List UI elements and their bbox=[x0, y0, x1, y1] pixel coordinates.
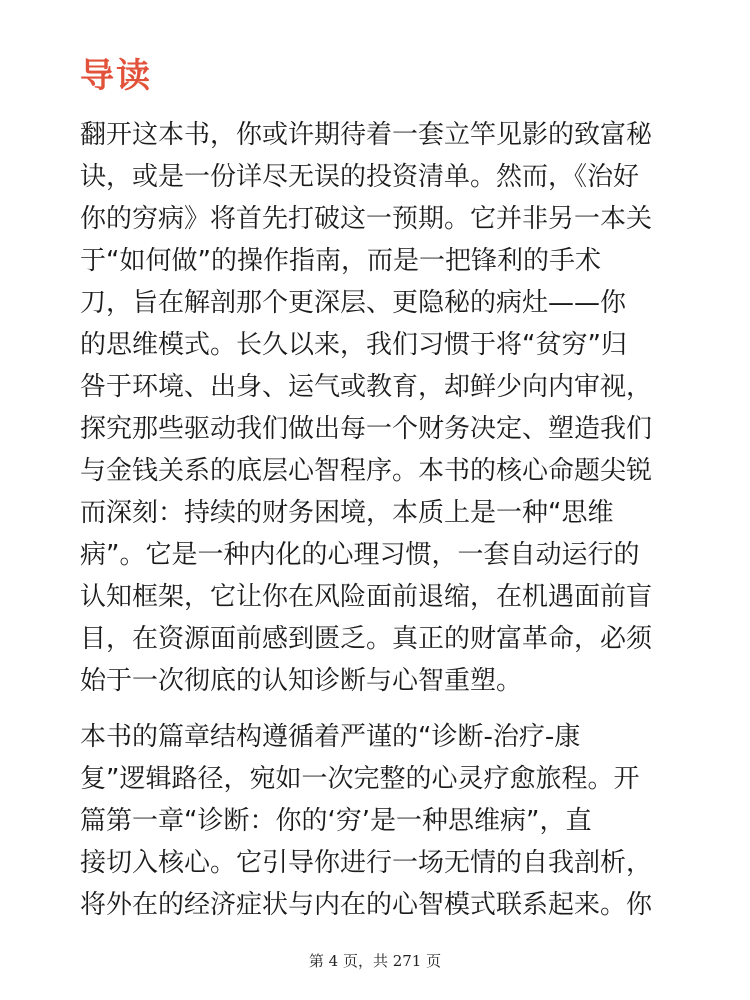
text-line: 病”。它是一种内化的心理习惯，一套自动运行的 bbox=[80, 540, 640, 570]
text-line: 于“如何做”的操作指南，而是一把锋利的手术 bbox=[80, 246, 601, 276]
text-line: 而深刻：持续的财务困境，本质上是一种“思维 bbox=[80, 498, 614, 528]
paragraph-2 bbox=[80, 716, 670, 926]
text-line: 复”逻辑路径，宛如一次完整的心灵疗愈旅程。开 bbox=[80, 764, 640, 794]
text-line: 篇第一章“诊断：你的‘穷’是一种思维病”，直 bbox=[80, 806, 592, 836]
text-line: 诀，或是一份详尽无误的投资清单。然而，《治好 bbox=[80, 162, 640, 192]
section-heading: 导读 bbox=[80, 56, 152, 96]
text-line: 将外在的经济症状与内在的心智模式联系起来。你 bbox=[80, 890, 653, 920]
text-line: 认知框架，它让你在风险面前退缩，在机遇面前盲 bbox=[80, 582, 653, 612]
text-line: 你的穷病》将首先打破这一预期。它并非另一本关 bbox=[80, 204, 653, 234]
text-line: 本书的篇章结构遵循着严谨的“诊断-治疗-康 bbox=[80, 722, 581, 752]
text-line: 的思维模式。长久以来，我们习惯于将“贫穷”归 bbox=[80, 330, 627, 360]
text-line: 探究那些驱动我们做出每一个财务决定、塑造我们 bbox=[80, 414, 653, 444]
text-line: 咎于环境、出身、运气或教育，却鲜少向内审视， bbox=[80, 372, 653, 402]
text-line: 与金钱关系的底层心智程序。本书的核心命题尖锐 bbox=[80, 456, 653, 486]
text-line: 刀，旨在解剖那个更深层、更隐秘的病灶——你 bbox=[80, 288, 627, 318]
paragraph-1 bbox=[80, 114, 670, 702]
text-line: 接切入核心。它引导你进行一场无情的自我剖析， bbox=[80, 848, 653, 878]
page-number-footer: 第 4 页，共 271 页 bbox=[308, 952, 442, 970]
body-text bbox=[80, 114, 670, 926]
text-line: 始于一次彻底的认知诊断与心智重塑。 bbox=[80, 666, 523, 696]
text-line: 目，在资源面前感到匮乏。真正的财富革命，必须 bbox=[80, 624, 653, 654]
text-line: 翻开这本书，你或许期待着一套立竿见影的致富秘 bbox=[80, 120, 653, 150]
